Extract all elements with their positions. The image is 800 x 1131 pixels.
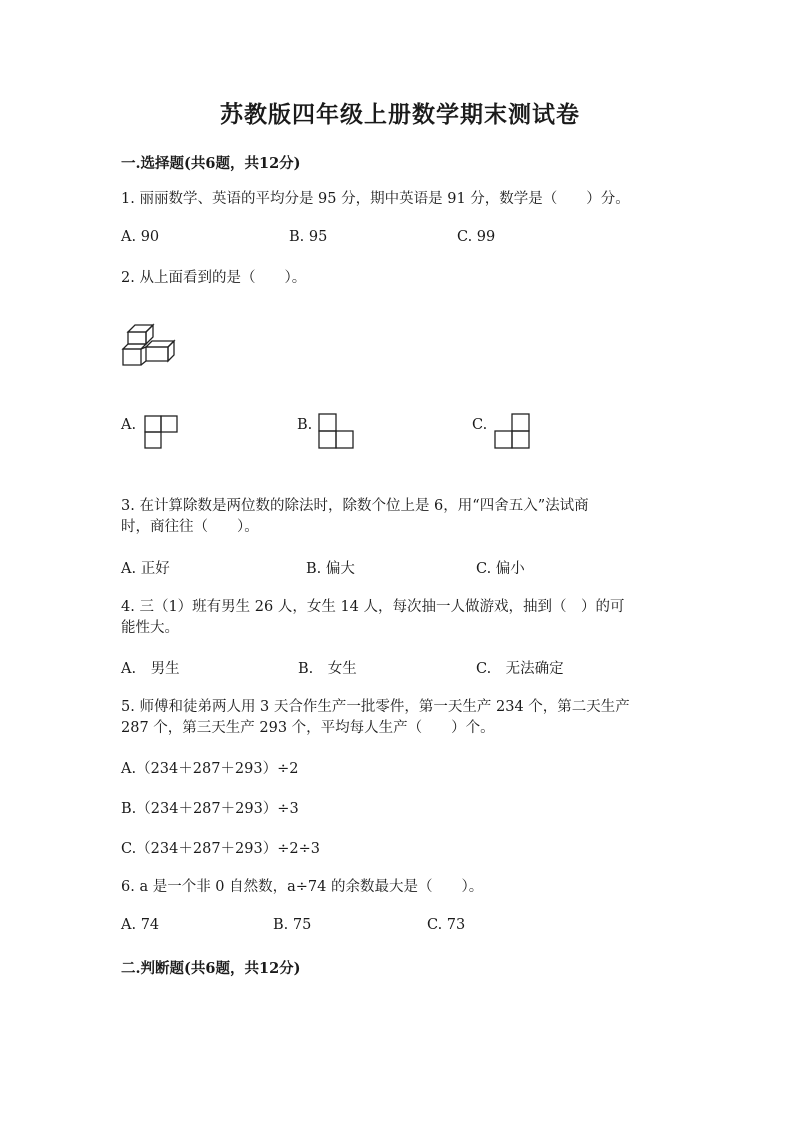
q5-option-a: A.（234＋287＋293）÷2 [121, 761, 299, 777]
q4-option-a: A. 男生 [121, 661, 180, 677]
q3-option-c: C. 偏小 [476, 561, 525, 577]
q6-option-a: A. 74 [121, 917, 160, 933]
q2-option-a: A. [121, 417, 137, 433]
question-1: 1. 丽丽数学、英语的平均分是 95 分，期中英语是 91 分，数学是（ ）分。 [121, 191, 630, 207]
question-2: 2. 从上面看到的是（ ）。 [121, 270, 307, 286]
question-3-line-1: 3. 在计算除数是两位数的除法时，除数个位上是 6，用“四舍五入”法试商 [121, 498, 589, 514]
cube-stack-figure [118, 320, 182, 370]
q5-option-c: C.（234＋287＋293）÷2÷3 [121, 841, 320, 857]
question-5-line-1: 5. 师傅和徒弟两人用 3 天合作生产一批零件，第一天生产 234 个，第二天生产 [121, 699, 630, 715]
q2-option-b: B. [297, 417, 313, 433]
q5-option-b: B.（234＋287＋293）÷3 [121, 801, 299, 817]
q3-option-a: A. 正好 [121, 561, 170, 577]
section-heading-choice: 一.选择题(共6题，共12分) [121, 155, 301, 172]
q1-option-b: B. 95 [289, 229, 328, 245]
q2-option-a-figure [144, 415, 178, 449]
q6-option-c: C. 73 [427, 917, 466, 933]
q1-option-a: A. 90 [121, 229, 160, 245]
q2-option-c-figure [494, 413, 530, 449]
question-3-line-2: 时，商往往（ ）。 [121, 519, 259, 535]
q6-option-b: B. 75 [273, 917, 312, 933]
section-heading-judgement: 二.判断题(共6题，共12分) [121, 960, 301, 977]
q4-option-b: B. 女生 [298, 661, 357, 677]
q1-option-c: C. 99 [457, 229, 496, 245]
question-5-line-2: 287 个，第三天生产 293 个，平均每人生产（ ）个。 [121, 720, 495, 736]
q4-option-c: C. 无法确定 [476, 661, 564, 677]
q2-option-c: C. [472, 417, 488, 433]
q3-option-b: B. 偏大 [306, 561, 355, 577]
question-6: 6. a 是一个非 0 自然数，a÷74 的余数最大是（ ）。 [121, 879, 484, 895]
question-4-line-2: 能性大。 [121, 620, 179, 636]
q2-option-b-figure [318, 413, 354, 449]
question-4-line-1: 4. 三（1）班有男生 26 人，女生 14 人，每次抽一人做游戏，抽到（ ）的可 [121, 599, 625, 615]
page-title: 苏教版四年级上册数学期末测试卷 [220, 101, 580, 128]
